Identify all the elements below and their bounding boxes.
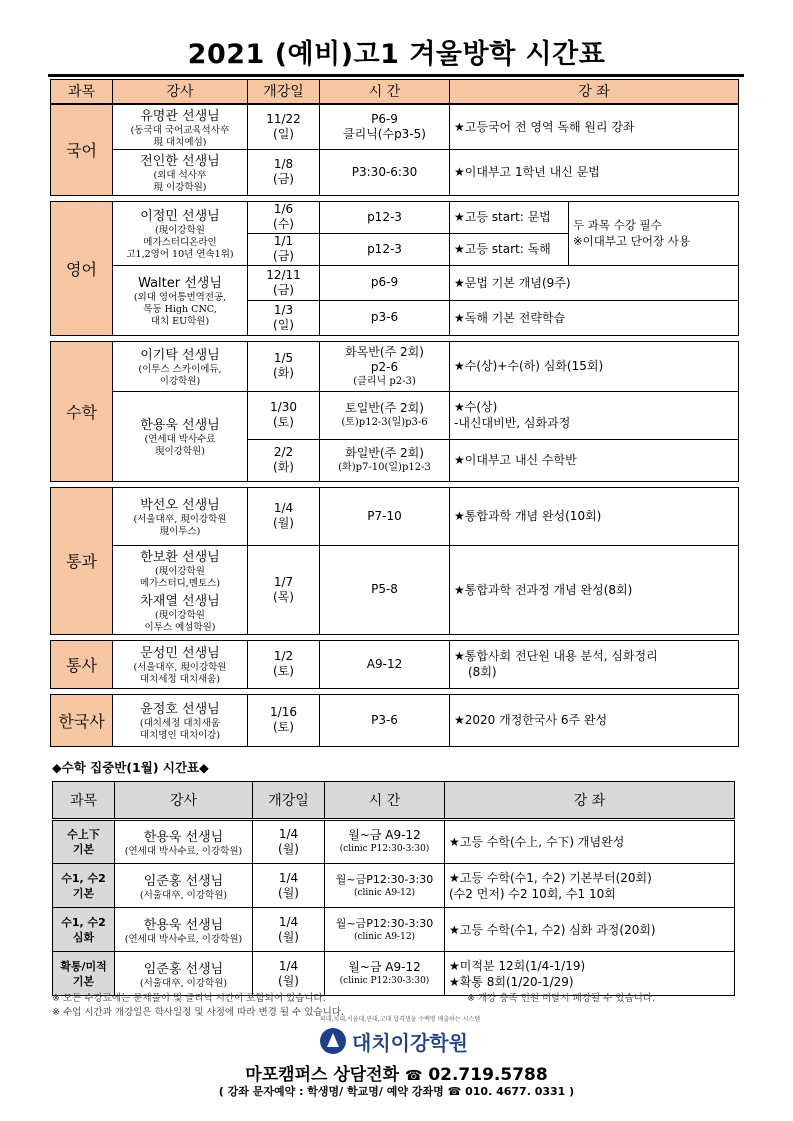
subject-korean: 국어	[51, 104, 113, 196]
start-weekday: (월)	[278, 885, 299, 900]
teacher-desc: (대치세정 대치새움	[139, 718, 221, 729]
time-value: p2-6	[370, 359, 399, 374]
course-cell	[450, 391, 739, 439]
teacher-desc: (서울대卒, 이강학원)	[139, 977, 228, 989]
subject-social: 통사	[51, 640, 113, 688]
course-cell: ★수(상)+수(하) 심화(15회)	[450, 341, 739, 391]
page-title: 2021 (예비)고1 겨울방학 시간표	[187, 39, 606, 70]
table-row	[53, 952, 735, 996]
teacher-desc: (외대 영어통번역전공,	[133, 292, 227, 303]
time-cell	[325, 820, 445, 864]
start-date-cell	[248, 640, 320, 688]
subject-level: 심화	[72, 930, 95, 944]
header-teacher: 강사	[115, 782, 253, 820]
time-value: P6-9	[371, 111, 398, 126]
teacher-cell	[113, 640, 248, 688]
start-date-cell	[253, 952, 325, 996]
title-underline	[48, 74, 744, 77]
time-cell	[320, 341, 450, 391]
start-date-cell	[253, 864, 325, 908]
time-value: P3-6	[320, 694, 450, 746]
time-clinic: (clinic A9-12)	[353, 931, 416, 942]
course-cell: ★통합과학 전과정 개념 완성(8회)	[450, 545, 739, 634]
time-clinic: (clinic P12:30-3:30)	[339, 844, 430, 854]
time-value: A9-12	[320, 640, 450, 688]
start-date: 1/4	[278, 914, 299, 929]
course-title: ★고등 수학(수1, 수2) 심화 과정(20회)	[449, 922, 656, 937]
subject-name: 확통/미적	[60, 959, 107, 973]
teacher-desc: 목동 High CNC,	[143, 304, 217, 315]
table-row	[51, 694, 739, 746]
academy-logo	[320, 1028, 468, 1054]
time-cell	[320, 391, 450, 439]
course-detail: -내신대비반, 심화과정	[454, 416, 571, 430]
start-date-cell	[248, 149, 320, 195]
campus-phone: 02.719.5788	[428, 1065, 548, 1085]
start-date: 1/8	[273, 157, 294, 171]
subject-level: 기본	[72, 974, 95, 988]
time-value: p3-6	[320, 300, 450, 335]
footnote: ※ 개강 충족 인원 미달시 폐강될 수 있습니다.	[467, 993, 656, 1004]
header-time: 시 간	[320, 80, 450, 104]
teacher-cell	[113, 487, 248, 545]
teacher-name: 이정민 선생님	[140, 209, 220, 224]
table-row	[51, 391, 739, 439]
course-cell: ★2020 개정한국사 6주 완성	[450, 694, 739, 746]
teacher-desc: (동국대 국어교육석사卒	[130, 124, 230, 136]
teacher-desc: 대치세정 대치새움)	[139, 674, 221, 685]
table-row	[51, 265, 739, 300]
intensive-subject	[53, 908, 115, 952]
table-row	[53, 820, 735, 864]
course-title: ★고등 수학(수1, 수2) 기본부터(20회)	[449, 870, 652, 885]
start-date: 1/5	[273, 351, 294, 365]
start-date: 1/30	[270, 400, 297, 414]
start-date: 1/7	[273, 574, 294, 589]
teacher-name: 유명관 선생님	[140, 108, 220, 124]
start-weekday: (일)	[273, 126, 294, 141]
teacher-cell	[113, 545, 248, 634]
logo-text: 대치이강학원	[352, 1030, 468, 1055]
logo-icon	[320, 1028, 346, 1054]
course-title: ★고등 수학(수上, 수下) 개념완성	[449, 835, 625, 849]
sms-reservation	[0, 1083, 793, 1099]
course-title: ★수(상)	[454, 400, 498, 414]
teacher-name: 임준홍 선생님	[143, 961, 224, 977]
start-date-cell	[248, 300, 320, 335]
teacher-desc: 대치명인 대치이강)	[139, 730, 221, 741]
teacher-desc: (서울대卒, 이강학원)	[139, 889, 228, 901]
table-row	[51, 341, 739, 391]
start-date: 1/2	[273, 649, 294, 663]
teacher-desc: (서울대卒, 現이강학원	[133, 662, 227, 673]
teacher-name: 박선오 선생님	[140, 498, 220, 513]
teacher-desc: (연세대 박사수료	[144, 434, 216, 445]
teacher-name: Walter 선생님	[138, 276, 222, 291]
sms-number: 010. 4677. 0331 )	[465, 1085, 575, 1098]
subject-name: 수1, 수2	[61, 915, 106, 929]
header-course: 강 좌	[450, 80, 739, 104]
time-value: P3:30-6:30	[320, 149, 450, 195]
teacher-cell	[113, 694, 248, 746]
teacher-cell	[113, 341, 248, 391]
teacher-name: 한용욱 선생님	[140, 418, 220, 433]
teacher-desc: 現 이강학원)	[153, 182, 207, 193]
teacher-desc: 메가스터디,멘토스)	[139, 577, 221, 589]
header-time: 시 간	[325, 782, 445, 820]
campus-contact	[0, 1060, 793, 1085]
logo-slogan: 의대,치대,서울대,연대,고대 합격생을 수백명 배출하는 시스템	[319, 1016, 481, 1023]
footnote: ※ 모든 수강료에는 문제풀이 및 클리닉 시간이 포함되어 있습니다.	[52, 993, 326, 1004]
header-subject: 과목	[53, 782, 115, 820]
start-weekday: (금)	[273, 172, 294, 186]
start-date-cell	[248, 487, 320, 545]
main-schedule-table	[50, 79, 739, 747]
time-class: 화일반(주 2회)	[345, 446, 424, 460]
teacher-desc: (現이강학원	[155, 609, 205, 621]
english-note: 두 과목 수강 필수	[573, 218, 662, 232]
start-date: 1/1	[273, 234, 294, 248]
time-value: P5-8	[320, 545, 450, 634]
teacher-name: 문성민 선생님	[140, 646, 220, 661]
start-date: 1/4	[278, 958, 299, 973]
teacher-cell	[113, 149, 248, 195]
time-value: 월~금 A9-12	[348, 959, 421, 974]
start-date: 1/4	[278, 827, 299, 841]
time-cell	[320, 439, 450, 481]
phone-icon: ☎	[404, 1068, 423, 1084]
time-cell	[325, 908, 445, 952]
teacher-desc: 現 대치예섬)	[153, 136, 207, 148]
start-date-cell	[248, 233, 320, 265]
time-value: (토)p12-3(일)p3-6	[341, 417, 428, 428]
intensive-schedule-table	[52, 781, 735, 996]
start-weekday: (금)	[273, 249, 294, 263]
course-detail: (8회)	[468, 665, 497, 679]
subject-science: 통과	[51, 487, 113, 634]
table-row	[51, 545, 739, 634]
english-note-cell	[569, 201, 739, 265]
course-cell	[445, 820, 735, 864]
subject-math: 수학	[51, 341, 113, 481]
teacher-desc: (이투스 스카이에듀,	[138, 364, 222, 375]
english-note: ※이대부고 단어장 사용	[573, 234, 690, 248]
course-detail: ★확통 8회(1/20-1/29)	[449, 974, 574, 989]
start-weekday: (금)	[273, 282, 294, 297]
teacher-desc: 이강학원)	[159, 376, 201, 387]
header-start-date: 개강일	[248, 80, 320, 104]
table-row	[51, 487, 739, 545]
table-row	[51, 640, 739, 688]
start-date: 11/22	[266, 111, 301, 126]
table-row	[53, 864, 735, 908]
start-date-cell	[248, 391, 320, 439]
header-start-date: 개강일	[253, 782, 325, 820]
sms-label: ( 강좌 문자예약 : 학생명/ 학교명/ 예약 강좌명	[218, 1085, 444, 1098]
teacher-name: 차재열 선생님	[140, 593, 220, 609]
course-cell: ★고등 start: 독해	[450, 233, 569, 265]
course-cell: ★이대부고 내신 수학반	[450, 439, 739, 481]
teacher-name: 한보환 선생님	[140, 549, 220, 565]
table-row	[51, 201, 739, 233]
course-cell	[445, 864, 735, 908]
teacher-cell	[115, 820, 253, 864]
start-date: 1/4	[273, 501, 294, 515]
course-cell: ★통합과학 개념 완성(10회)	[450, 487, 739, 545]
course-cell: ★독해 기본 전략학습	[450, 300, 739, 335]
start-weekday: (토)	[273, 720, 294, 734]
main-header-row	[51, 80, 739, 104]
start-date: 1/4	[278, 870, 299, 885]
time-value: p12-3	[320, 201, 450, 233]
table-row	[51, 149, 739, 195]
course-cell: ★문법 기본 개념(9주)	[450, 265, 739, 300]
teacher-desc: 대치 EU학원)	[150, 316, 210, 327]
teacher-desc: (現이강학원	[155, 565, 205, 577]
start-weekday: (월)	[278, 929, 299, 944]
start-date: 12/11	[266, 267, 301, 282]
start-date-cell	[248, 545, 320, 634]
course-title: ★통합사회 전단원 내용 분석, 심화정리	[454, 649, 658, 663]
start-weekday: (수)	[273, 217, 294, 231]
time-value: 월~금P12:30-3:30	[335, 872, 434, 886]
intensive-subject	[53, 952, 115, 996]
teacher-desc: (외대 석사卒	[153, 170, 207, 181]
teacher-cell	[115, 952, 253, 996]
time-value: p6-9	[320, 265, 450, 300]
teacher-desc: (서울대卒, 現이강학원	[133, 514, 227, 525]
intensive-subject	[53, 864, 115, 908]
teacher-desc: 現이투스)	[159, 526, 201, 537]
subject-level: 기본	[72, 843, 95, 856]
start-date: 1/3	[273, 302, 294, 317]
start-weekday: (월)	[278, 973, 299, 988]
teacher-desc: 메가스터디온라인	[143, 237, 217, 248]
course-cell: ★고등 start: 문법	[450, 201, 569, 233]
table-row	[53, 908, 735, 952]
teacher-cell	[113, 391, 248, 481]
teacher-cell	[113, 265, 248, 335]
start-weekday: (토)	[273, 664, 294, 678]
teacher-desc: 고1,2영어 10년 연속1위)	[126, 249, 234, 260]
teacher-cell	[113, 104, 248, 150]
start-weekday: (목)	[273, 589, 294, 604]
teacher-cell	[113, 201, 248, 265]
teacher-desc: (연세대 박사수료, 이강학원)	[124, 933, 243, 945]
start-date-cell	[253, 908, 325, 952]
header-course: 강 좌	[445, 782, 735, 820]
footnote: ※ 수업 시간과 개강일은 학사일정 및 사정에 따라 변경 될 수 있습니다.	[52, 1007, 344, 1018]
start-weekday: (일)	[273, 317, 294, 332]
table-row	[51, 104, 739, 150]
teacher-name: 전인한 선생님	[140, 154, 220, 169]
subject-name: 수上下	[67, 828, 100, 841]
start-weekday: (토)	[273, 415, 294, 429]
start-weekday: (월)	[273, 516, 294, 530]
start-date-cell	[248, 694, 320, 746]
time-value: 월~금P12:30-3:30	[335, 916, 434, 930]
teacher-desc: (연세대 박사수료, 이강학원)	[124, 846, 243, 857]
time-clinic: 클리닉(수p3-5)	[343, 126, 426, 141]
course-detail: (수2 먼저) 수2 10회, 수1 10회	[449, 886, 616, 901]
subject-level: 기본	[72, 886, 95, 900]
intensive-subject	[53, 820, 115, 864]
intensive-title: ◆수학 집중반(1월) 시간표◆	[52, 760, 209, 775]
teacher-name: 임준홍 선생님	[143, 873, 224, 889]
start-date: 1/16	[270, 705, 297, 719]
subject-name: 수1, 수2	[61, 871, 106, 885]
time-clinic: (clinic P12:30-3:30)	[339, 975, 430, 986]
start-weekday: (화)	[273, 460, 294, 474]
course-cell	[445, 908, 735, 952]
course-cell: ★고등국어 전 영역 독해 원리 강좌	[450, 104, 739, 150]
start-date-cell	[248, 201, 320, 233]
time-value: P7-10	[320, 487, 450, 545]
teacher-name: 이기탁 선생님	[140, 348, 220, 363]
time-cell	[325, 952, 445, 996]
teacher-name: 한용욱 선생님	[143, 830, 224, 845]
teacher-desc: 이투스 예섬학원)	[144, 621, 216, 633]
start-date: 1/6	[273, 202, 294, 216]
start-date-cell	[248, 265, 320, 300]
time-value: (화)p7-10(일)p12-3	[338, 462, 431, 473]
time-class: 화목반(주 2회)	[345, 344, 424, 359]
course-title: ★미적분 12회(1/4-1/19)	[449, 958, 586, 973]
campus-label: 마포캠퍼스 상담전화	[245, 1065, 400, 1085]
time-clinic: (clinic A9-12)	[353, 887, 416, 898]
subject-english: 영어	[51, 201, 113, 335]
start-date-cell	[248, 104, 320, 150]
start-date: 2/2	[273, 445, 294, 459]
time-clinic: (클리닉 p2-3)	[353, 375, 416, 387]
time-class: 토일반(주 2회)	[345, 401, 424, 415]
teacher-desc: (現이강학원	[155, 225, 205, 236]
start-weekday: (월)	[278, 842, 299, 856]
intensive-header-row	[53, 782, 735, 820]
course-cell: ★이대부고 1학년 내신 문법	[450, 149, 739, 195]
teacher-name: 윤정호 선생님	[140, 702, 220, 717]
course-cell	[450, 640, 739, 688]
start-weekday: (화)	[273, 366, 294, 380]
subject-history: 한국사	[51, 694, 113, 746]
course-cell	[445, 952, 735, 996]
header-teacher: 강사	[113, 80, 248, 104]
teacher-cell	[115, 864, 253, 908]
teacher-name: 한용욱 선생님	[143, 917, 224, 933]
start-date-cell	[248, 341, 320, 391]
phone-icon: ☎	[447, 1085, 462, 1098]
time-value: p12-3	[320, 233, 450, 265]
start-date-cell	[253, 820, 325, 864]
teacher-cell	[115, 908, 253, 952]
time-value: 월~금 A9-12	[348, 828, 421, 842]
header-subject: 과목	[51, 80, 113, 104]
time-cell	[325, 864, 445, 908]
start-date-cell	[248, 439, 320, 481]
time-cell	[320, 104, 450, 150]
teacher-desc: 現이강학원)	[155, 446, 205, 457]
